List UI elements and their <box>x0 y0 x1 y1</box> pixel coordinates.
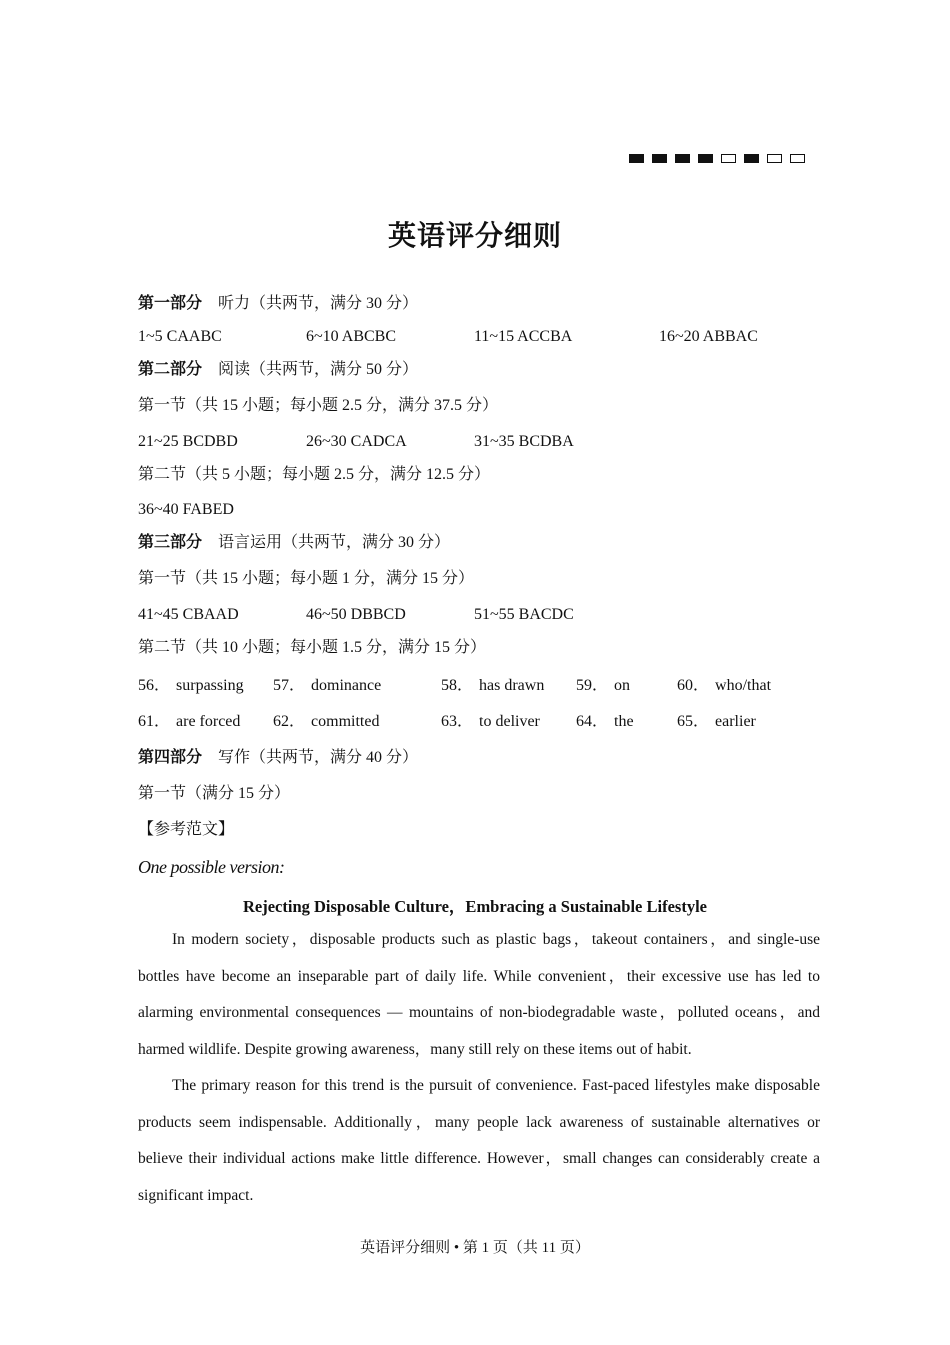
part2-desc: 阅读（共两节，满分 50 分） <box>218 361 419 378</box>
part3-desc: 语言运用（共两节，满分 30 分） <box>218 534 451 551</box>
part4-label: 第四部分 <box>138 749 203 766</box>
page-footer: 英语评分细则 • 第 1 页（共 11 页） <box>360 1240 590 1256</box>
part3-heading <box>138 533 450 553</box>
blank-answer: 64． the <box>576 713 634 730</box>
blank-answer: 60． who/that <box>677 677 772 694</box>
blank-answer: 59． on <box>576 677 631 694</box>
part3-section2: 第二节（共 10 小题；每小题 1.5 分，满分 15 分） <box>138 639 487 656</box>
filled-code-block <box>744 154 759 163</box>
part2-section1: 第一节（共 15 小题；每小题 2.5 分，满分 37.5 分） <box>138 397 499 414</box>
blank-answer: 58． has drawn <box>441 677 545 694</box>
part1-label: 第一部分 <box>138 295 203 312</box>
answer-group: 1~5 CAABC <box>138 328 222 345</box>
part4-section1: 第一节（满分 15 分） <box>138 785 291 802</box>
answer-group: 11~15 ACCBA <box>474 328 573 345</box>
answer-group: 36~40 FABED <box>138 501 234 518</box>
essay-title: Rejecting Disposable Culture，Embracing a Sustainable Lifestyle <box>243 897 707 916</box>
part1-desc: 听力（共两节，满分 30 分） <box>218 295 419 312</box>
blank-answer: 65． earlier <box>677 713 756 730</box>
part2-section2: 第二节（共 5 小题；每小题 2.5 分，满分 12.5 分） <box>138 466 491 483</box>
filled-code-block <box>675 154 690 163</box>
hollow-code-block <box>790 154 805 163</box>
essay-paragraph: The primary reason for this trend is the pursuit of convenience. Fast-paced lifestyles make disposable products seem indispensable. Additionally，many people lack awareness of sustainable alternatives or believe their individual actions make little difference. However，small changes can considerably create a significant impact. <box>138 1077 820 1204</box>
answer-group: 41~45 CBAAD <box>138 606 239 623</box>
blank-answer: 61． are forced <box>138 713 241 730</box>
answer-group: 6~10 ABCBC <box>306 328 397 345</box>
page-title: 英语评分细则 <box>387 221 562 252</box>
blank-answer: 56． surpassing <box>138 677 244 694</box>
exam-code-blocks <box>629 154 805 163</box>
part2-label: 第二部分 <box>138 361 203 378</box>
hollow-code-block <box>767 154 782 163</box>
part3-section1: 第一节（共 15 小题；每小题 1 分，满分 15 分） <box>138 570 475 587</box>
answer-group: 46~50 DBBCD <box>306 606 406 623</box>
answer-group: 21~25 BCDBD <box>138 433 238 450</box>
part3-label: 第三部分 <box>138 534 203 551</box>
part1-heading <box>138 294 418 314</box>
part4-heading <box>138 748 418 768</box>
blank-answer: 62． committed <box>273 713 380 730</box>
filled-code-block <box>698 154 713 163</box>
part2-heading <box>138 360 418 380</box>
blank-answer: 63． to deliver <box>441 713 540 730</box>
answer-group: 26~30 CADCA <box>306 433 407 450</box>
reference-label: 【参考范文】 <box>138 821 235 838</box>
answer-group: 16~20 ABBAC <box>659 328 758 345</box>
blank-answer: 57． dominance <box>273 677 382 694</box>
hollow-code-block <box>721 154 736 163</box>
possible-version-label: One possible version: <box>138 857 285 877</box>
essay-paragraph: In modern society，disposable products such as plastic bags，takeout containers，and single-use bottles have become an inseparable part of daily life. While convenient，their excessive use has led to alarming environmental consequences — mountains of non-biodegradable waste，polluted oceans，and harmed wildlife. Despite growing awareness，many still rely on these items out of habit. <box>138 931 820 1058</box>
part4-desc: 写作（共两节，满分 40 分） <box>218 749 419 766</box>
filled-code-block <box>629 154 644 163</box>
answer-group: 31~35 BCDBA <box>474 433 574 450</box>
answer-group: 51~55 BACDC <box>474 606 574 623</box>
filled-code-block <box>652 154 667 163</box>
